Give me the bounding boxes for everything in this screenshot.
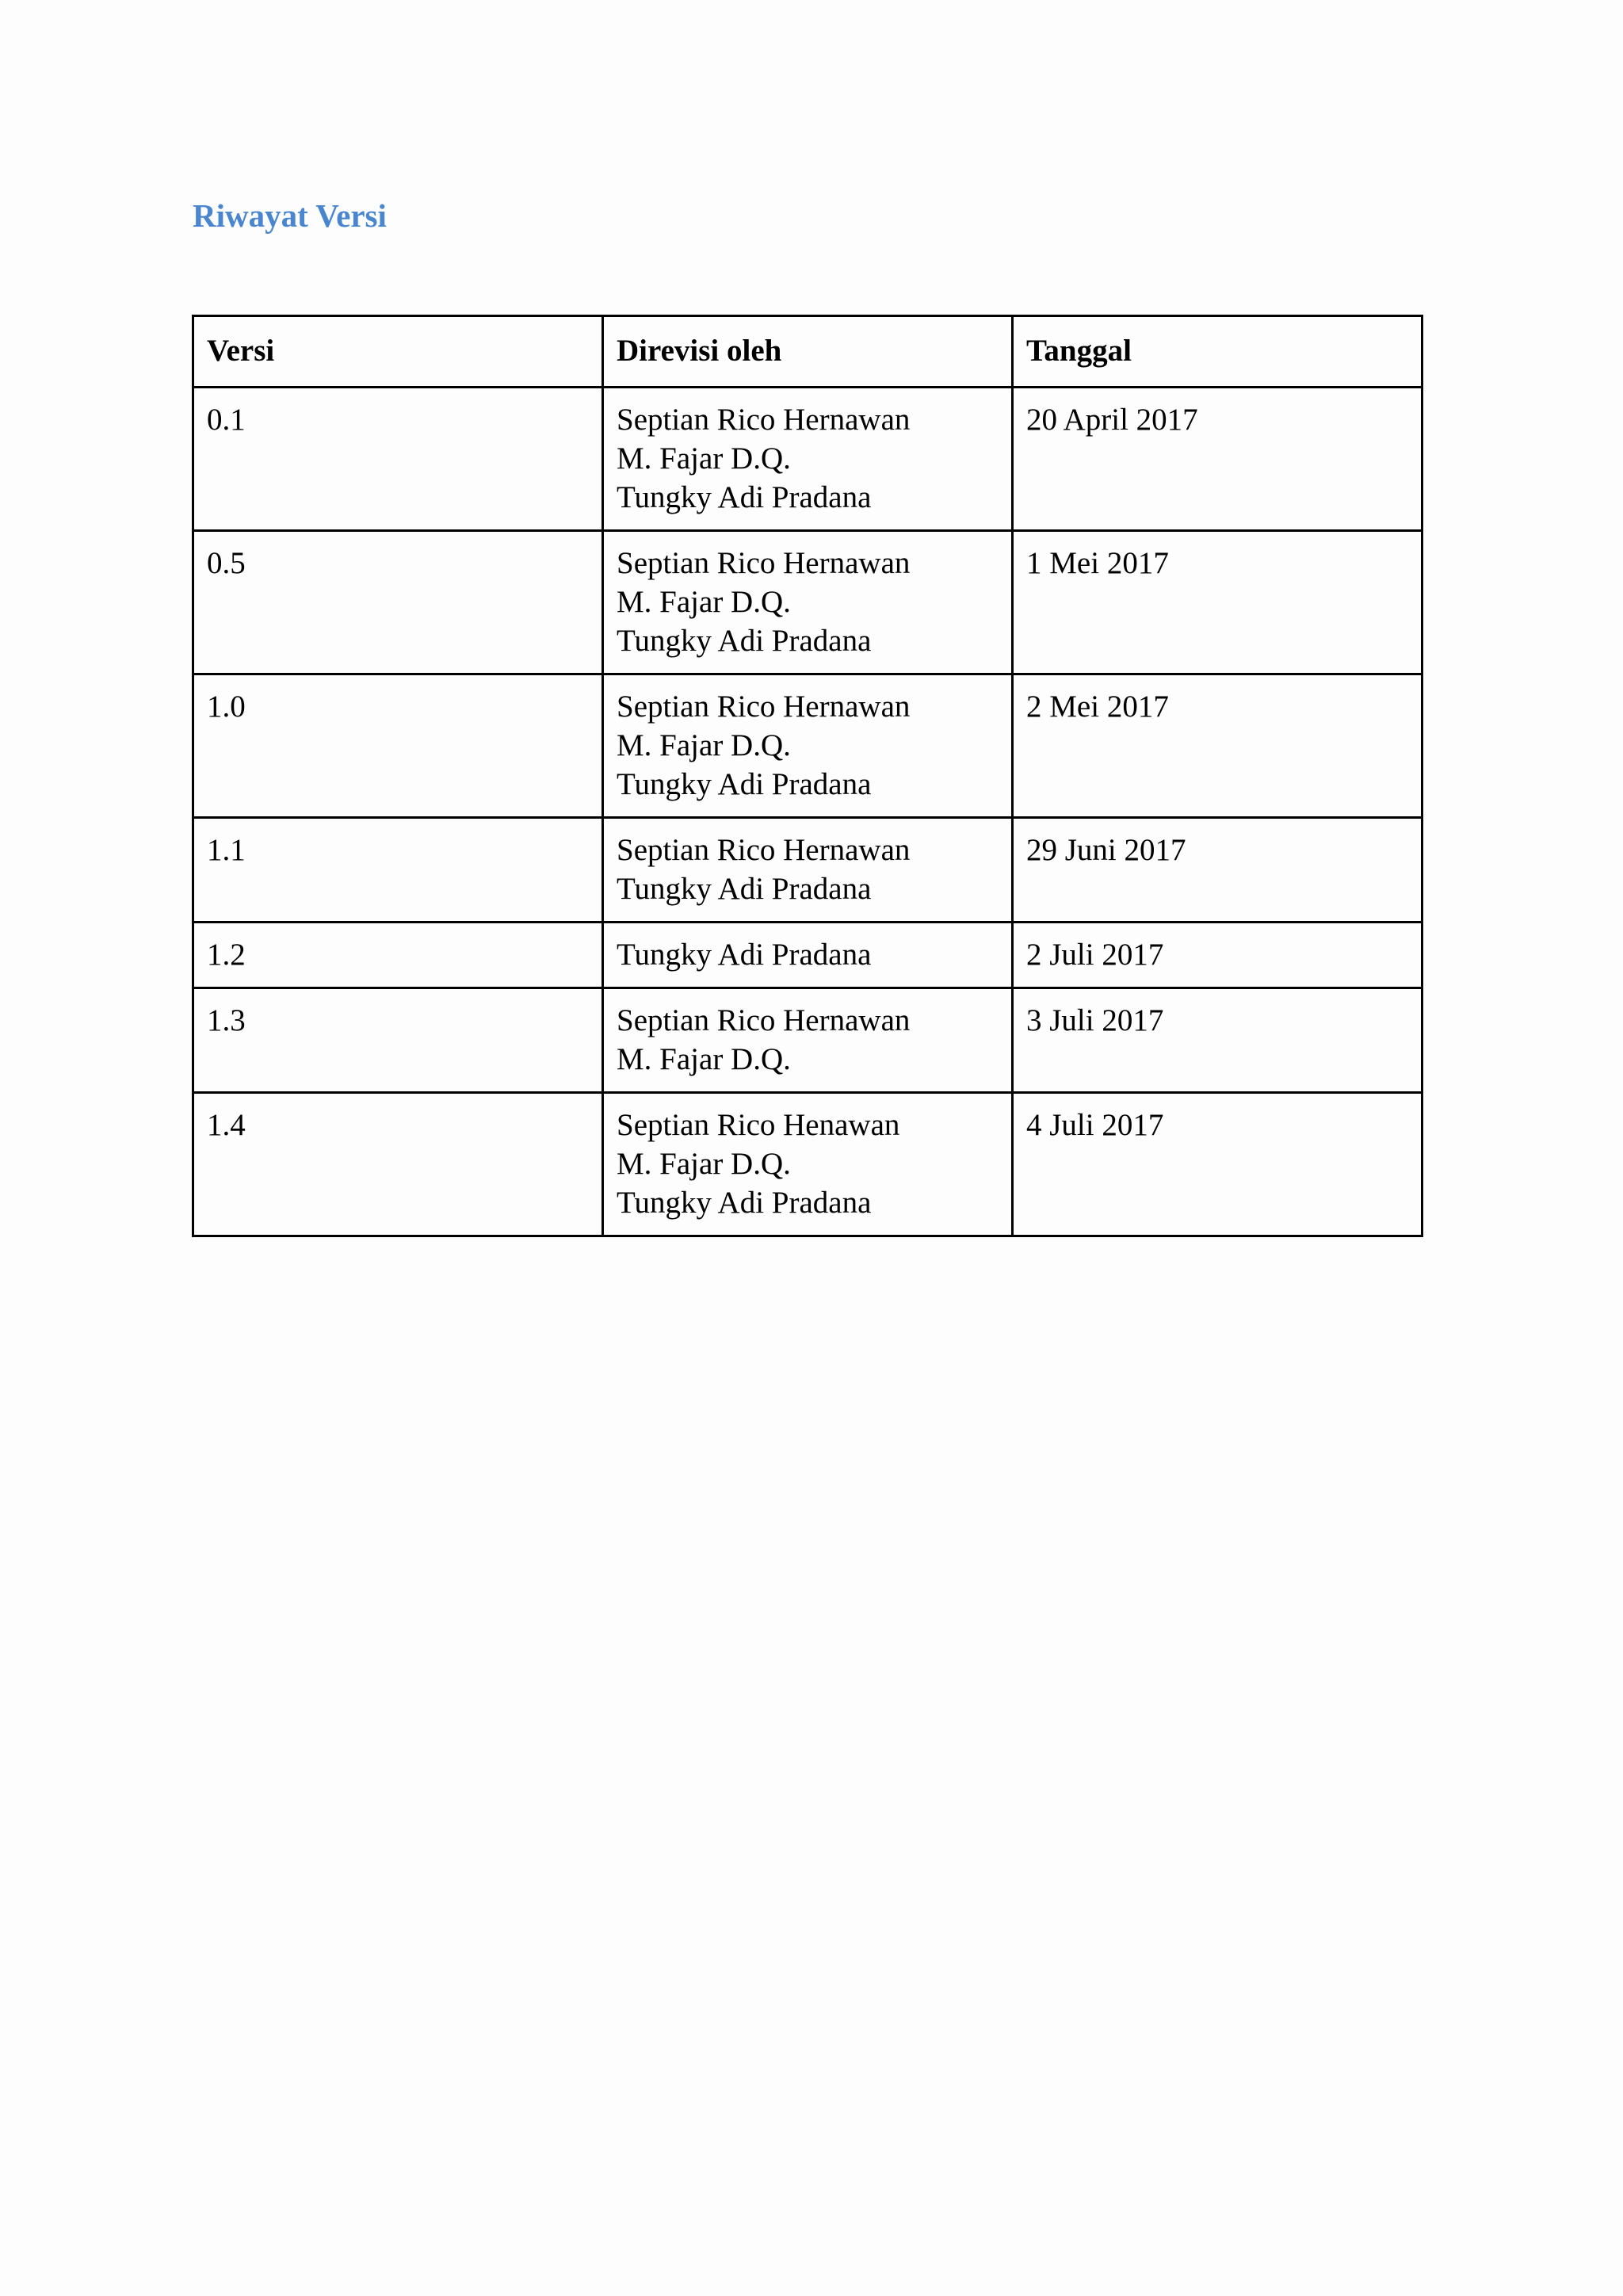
version-cell: 1.4 [193, 1093, 603, 1236]
version-cell: 0.5 [193, 531, 603, 674]
table-row [193, 818, 1423, 923]
reviser-name: Septian Rico Henawan [617, 1108, 900, 1142]
revised-by-cell [603, 531, 1013, 674]
reviser-name: Tungky Adi Pradana [617, 767, 872, 801]
table-row [193, 988, 1423, 1093]
reviser-name: M. Fajar D.Q. [617, 441, 791, 476]
table-header-row [193, 316, 1423, 388]
reviser-name: M. Fajar D.Q. [617, 585, 791, 619]
date-cell: 1 Mei 2017 [1013, 531, 1423, 674]
reviser-name: Septian Rico Hernawan [617, 403, 911, 437]
reviser-name: Septian Rico Hernawan [617, 546, 911, 580]
table-row [193, 1093, 1423, 1236]
revised-by-cell [603, 388, 1013, 531]
date-cell: 2 Mei 2017 [1013, 674, 1423, 818]
revised-by-cell [603, 1093, 1013, 1236]
version-cell: 1.3 [193, 988, 603, 1093]
table-row [193, 531, 1423, 674]
revised-by-cell [603, 818, 1013, 923]
table-row [193, 674, 1423, 818]
revised-by-cell [603, 988, 1013, 1093]
date-cell: 3 Juli 2017 [1013, 988, 1423, 1093]
version-cell: 0.1 [193, 388, 603, 531]
reviser-name: Tungky Adi Pradana [617, 1186, 872, 1220]
reviser-name: M. Fajar D.Q. [617, 1042, 791, 1076]
version-cell: 1.2 [193, 923, 603, 988]
revised-by-cell [603, 923, 1013, 988]
reviser-name: Tungky Adi Pradana [617, 938, 872, 972]
version-cell: 1.0 [193, 674, 603, 818]
header-revised-by: Direvisi oleh [603, 316, 1013, 388]
date-cell: 4 Juli 2017 [1013, 1093, 1423, 1236]
reviser-name: Septian Rico Hernawan [617, 833, 911, 867]
reviser-name: Tungky Adi Pradana [617, 480, 872, 514]
reviser-name: Tungky Adi Pradana [617, 624, 872, 658]
version-cell: 1.1 [193, 818, 603, 923]
header-date: Tanggal [1013, 316, 1423, 388]
page-title: Riwayat Versi [193, 197, 387, 234]
revised-by-cell [603, 674, 1013, 818]
reviser-name: M. Fajar D.Q. [617, 728, 791, 762]
date-cell: 2 Juli 2017 [1013, 923, 1423, 988]
header-version: Versi [193, 316, 603, 388]
table-row [193, 923, 1423, 988]
reviser-name: M. Fajar D.Q. [617, 1147, 791, 1181]
date-cell: 20 April 2017 [1013, 388, 1423, 531]
table-row [193, 388, 1423, 531]
table-body [193, 388, 1423, 1236]
version-history-table [192, 315, 1423, 1237]
reviser-name: Tungky Adi Pradana [617, 872, 872, 906]
date-cell: 29 Juni 2017 [1013, 818, 1423, 923]
reviser-name: Septian Rico Hernawan [617, 690, 911, 724]
reviser-name: Septian Rico Hernawan [617, 1003, 911, 1037]
